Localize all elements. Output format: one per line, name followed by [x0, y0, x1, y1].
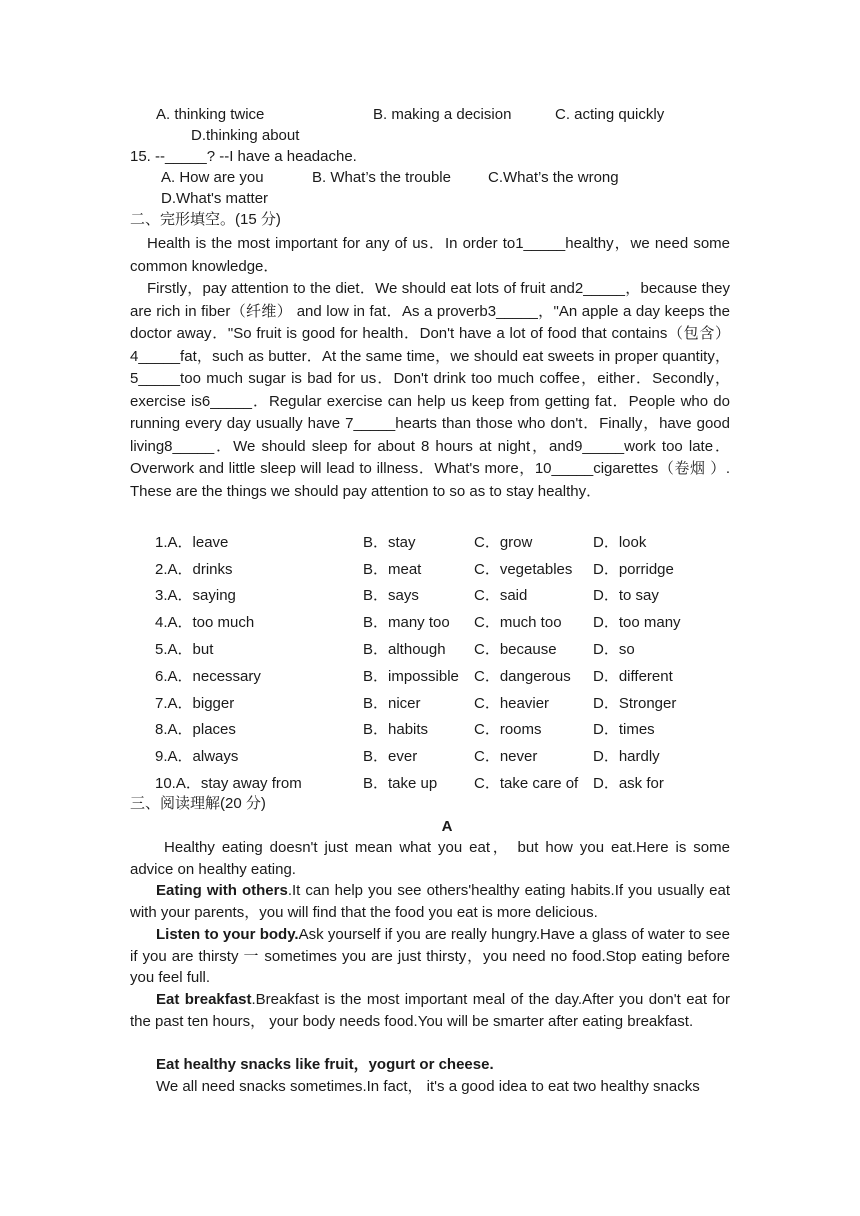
cloze-option-row: [155, 716, 713, 743]
cloze-option-b: B．impossible: [363, 667, 459, 685]
cloze-option-a: 3.A．saying: [155, 587, 236, 605]
q15-option-b: B. What’s the trouble: [312, 169, 451, 186]
q15-option-a: A. How are you: [161, 169, 264, 186]
cloze-option-c: C．vegetables: [474, 560, 573, 578]
cloze-option-row: [155, 528, 713, 555]
cloze-option-c: C．grow: [474, 533, 533, 551]
cloze-paragraph-1: Health is the most important for any of us．In order to1_____healthy，we need some common knowledge．: [130, 235, 730, 275]
q14-option-a: A. thinking twice: [156, 106, 265, 123]
cloze-paragraph-2: Firstly，pay attention to the diet．We should eat lots of fruit and2_____，because they are rich in fiber（纤维） and low in fat．As a proverb3_____，"An apple a day keeps the doctor away．"So fruit is good for health．Don't have a lot of food that contains（包含） 4_____fat，such as butter．At the same time，we should eat sweets in proper quantity，5_____too much sugar is bad for us．Don't drink too much coffee，either．Secondly，exercise is6_____．Regular exercise can help us keep from getting fat．People who do running every day usually have 7_____hearts than those who don't．Finally，have good living8_____．We should sleep for about 8 hours at night，and9_____work too late．Overwork and little sleep will lead to illness．What's more，10_____cigarettes（卷烟 ）. These are the things we should pay attention to so as to stay healthy．: [130, 280, 730, 500]
tip1-title: Eating with others: [156, 882, 288, 899]
cloze-option-row: [155, 689, 713, 716]
q14-option-b: B. making a decision: [373, 106, 512, 123]
cloze-option-a: 8.A．places: [155, 721, 236, 739]
cloze-options-table: [155, 528, 713, 796]
cloze-option-a: 5.A．but: [155, 641, 214, 659]
cloze-option-b: B．habits: [363, 721, 429, 739]
cloze-option-d: D．to say: [593, 587, 659, 605]
cloze-option-a: 2.A．drinks: [155, 560, 233, 578]
cloze-option-d: D．look: [593, 533, 647, 551]
cloze-option-d: D．times: [593, 721, 655, 739]
cloze-option-a: 4.A．too much: [155, 614, 255, 632]
cloze-option-d: D．different: [593, 667, 673, 685]
tip-listen-to-body: [130, 924, 730, 989]
cloze-option-b: B．stay: [363, 533, 416, 551]
cloze-option-a: 9.A．always: [155, 748, 239, 766]
cloze-option-b: B．many too: [363, 614, 450, 632]
cloze-option-a: 6.A．necessary: [155, 667, 261, 685]
cloze-option-c: C．said: [474, 587, 528, 605]
cloze-option-a: 1.A．leave: [155, 533, 229, 551]
cloze-option-c: C．take care of: [474, 775, 579, 793]
q15-option-d: D.What's matter: [161, 190, 269, 207]
cloze-option-d: D．porridge: [593, 560, 674, 578]
q14-option-c: C. acting quickly: [555, 106, 665, 123]
tip3-text: .Breakfast is the most important meal of the day.After you don't eat for the past ten hours， your body needs food.You will be smarter after eating breakfast.: [130, 991, 730, 1030]
cloze-option-c: C．because: [474, 641, 557, 659]
snacks-text: We all need snacks sometimes.In fact， it's a good idea to eat two healthy snacks: [156, 1078, 700, 1095]
tip2-text: Ask yourself if you are really hungry.Have a glass of water to see if you are thirsty 一 sometimes you are just thirsty，you need no food.Stop eating before you feel full.: [130, 926, 730, 986]
cloze-option-row: [155, 635, 713, 662]
cloze-option-c: C．rooms: [474, 721, 542, 739]
cloze-option-c: C．heavier: [474, 694, 550, 712]
cloze-option-c: C．dangerous: [474, 667, 571, 685]
cloze-option-row: [155, 555, 713, 582]
cloze-option-b: B．meat: [363, 560, 422, 578]
cloze-option-d: D．too many: [593, 614, 681, 632]
passage-title: A: [441, 818, 453, 835]
cloze-option-d: D．so: [593, 641, 635, 659]
cloze-option-c: C．much too: [474, 614, 562, 632]
tip-eating-with-others: [130, 880, 730, 923]
cloze-option-b: B．ever: [363, 748, 418, 766]
cloze-option-c: C．never: [474, 748, 538, 766]
cloze-option-d: D．hardly: [593, 748, 660, 766]
cloze-option-row: [155, 769, 713, 796]
cloze-option-b: B．although: [363, 641, 446, 659]
cloze-option-b: B．says: [363, 587, 419, 605]
tip3-title: Eat breakfast: [156, 991, 252, 1008]
cloze-option-d: D．ask for: [593, 775, 664, 793]
cloze-option-a: 7.A．bigger: [155, 694, 235, 712]
cloze-option-row: [155, 582, 713, 609]
q15-option-c: C.What’s the wrong: [488, 169, 619, 186]
tip4-title: Eat healthy snacks like fruit，yogurt or cheese.: [156, 1056, 494, 1073]
cloze-option-row: [155, 742, 713, 769]
tip2-title: Listen to your body.: [156, 926, 299, 943]
section3-heading: 三、阅读理解(20 分): [130, 795, 266, 812]
q14-option-d: D.thinking about: [191, 127, 300, 144]
cloze-option-a: 10.A．stay away from: [155, 775, 302, 793]
cloze-option-b: B．nicer: [363, 694, 421, 712]
cloze-option-d: D．Stronger: [593, 694, 677, 712]
tip1-text: .It can help you see others'healthy eating habits.If you usually eat with your parents，you will find that the food you eat is more delicious.: [130, 882, 730, 921]
q15-stem: 15. --_____? --I have a headache.: [130, 148, 357, 165]
tip-healthy-snacks: [130, 1054, 730, 1076]
cloze-option-row: [155, 608, 713, 635]
reading-intro: Healthy eating doesn't just mean what you eat， but how you eat.Here is some advice on healthy eating.: [130, 839, 730, 878]
cloze-option-b: B．take up: [363, 775, 438, 793]
cloze-option-row: [155, 662, 713, 689]
section2-heading: 二、完形填空。(15 分): [130, 211, 281, 228]
tip-eat-breakfast: [130, 989, 730, 1032]
